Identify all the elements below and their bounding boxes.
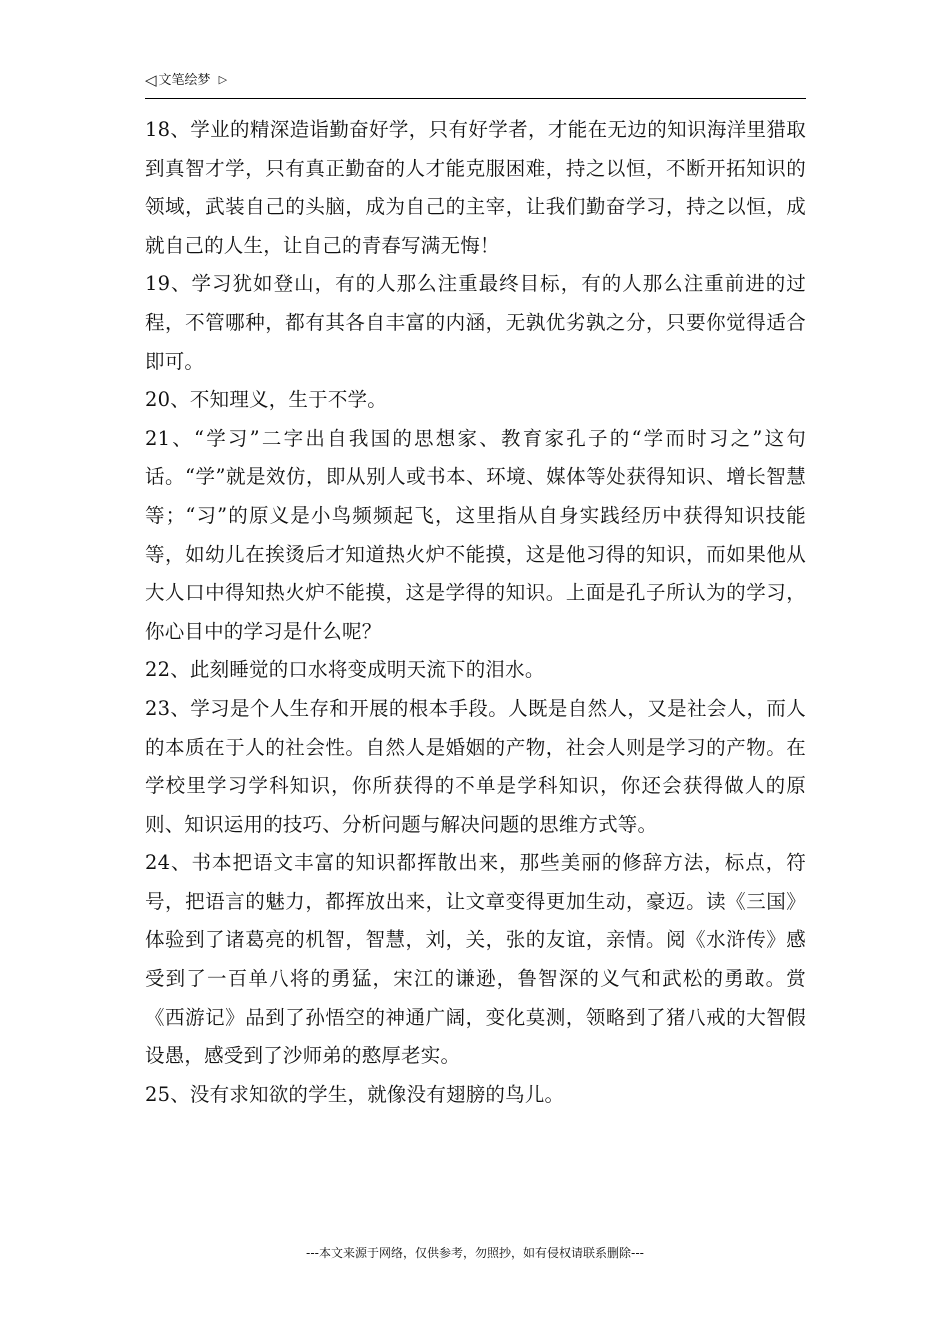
header-title: 文笔绘梦 [158,73,211,88]
document-body [145,111,806,1114]
triangle-left-icon: ◁ [145,71,157,89]
paragraph-18: 18、学业的精深造诣勤奋好学，只有好学者，才能在无边的知识海洋里猎取到真智才学，只有真正勤奋的人才能克服困难，持之以恒，不断开拓知识的领域，武装自己的头脑，成为自己的主宰，让我们勤奋学习，持之以恒，成就自己的人生，让自己的青春写满无悔！ [145,118,806,257]
page-footer: ---本文来源于网络，仅供参考，勿照抄，如有侵权请联系删除--- [306,1246,644,1260]
paragraph-19: 19、学习犹如登山，有的人那么注重最终目标，有的人那么注重前进的过程，不管哪种，都有其各自丰富的内涵，无孰优劣孰之分，只要你觉得适合即可。 [145,272,806,373]
paragraph-22: 22、此刻睡觉的口水将变成明天流下的泪水。 [145,658,545,682]
paragraph-20: 20、不知理义，生于不学。 [145,388,387,412]
paragraph-23: 23、学习是个人生存和开展的根本手段。人既是自然人，又是社会人，而人的本质在于人的社会性。自然人是婚姻的产物，社会人则是学习的产物。在学校里学习学科知识，你所获得的不单是学科知识，你还会获得做人的原则、知识运用的技巧、分析问题与解决问题的思维方式等。 [145,696,806,836]
triangle-right-icon: ▷ [218,73,228,86]
paragraph-25: 25、没有求知欲的学生，就像没有翅膀的鸟儿。 [145,1082,565,1106]
paragraph-24: 24、书本把语文丰富的知识都挥散出来，那些美丽的修辞方法，标点，符号，把语言的魅力，都挥放出来，让文章变得更加生动，豪迈。读《三国》体验到了诸葛亮的机智，智慧，刘，关，张的友谊，亲情。阅《水浒传》感受到了一百单八将的勇猛，宋江的谦逊，鲁智深的义气和武松的勇敢。赏《西游记》品到了孙悟空的神通广阔，变化莫测，领略到了猪八戒的大智假设愚，感受到了沙师弟的憨厚老实。 [145,851,806,1068]
paragraph-21: 21、“学习”二字出自我国的思想家、教育家孔子的“学而时习之”这句话。“学”就是效仿，即从别人或书本、环境、媒体等处获得知识、增长智慧等；“习”的原义是小鸟频频起飞，这里指从自身实践经历中获得知识技能等，如幼儿在挨烫后才知道热火炉不能摸，这是他习得的知识，而如果他从大人口中得知热火炉不能摸，这是学得的知识。上面是孔子所认为的学习，你心目中的学习是什么呢？ [145,426,806,643]
page-header [145,72,806,99]
